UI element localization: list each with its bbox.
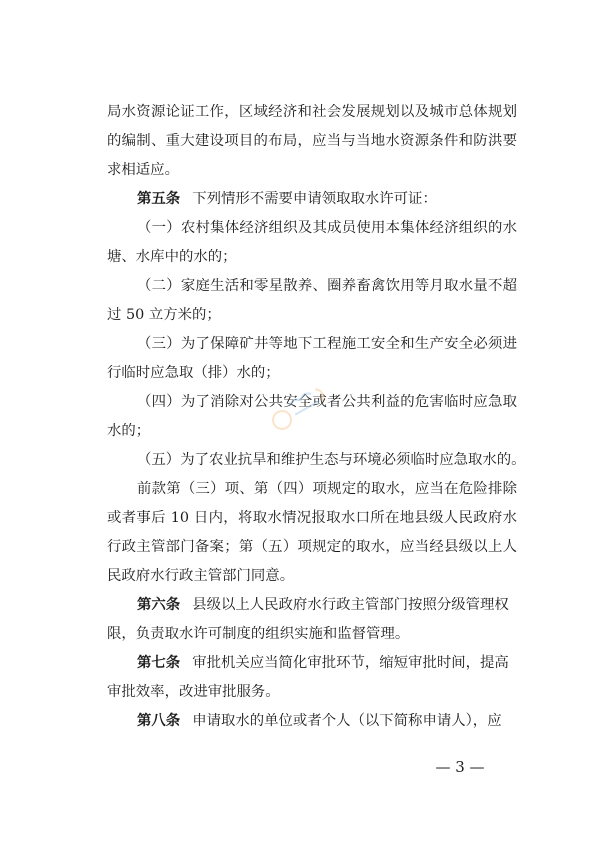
text-line: 或者事后 10 日内，将取水情况报取水口所在地县级人民政府水 <box>107 510 517 526</box>
item-text: 为了保障矿井等地下工程施工安全和生产安全必须进 <box>180 336 517 352</box>
text-line: 过 50 立方米的； <box>107 307 221 323</box>
text-line: 民政府水行政主管部门同意。 <box>107 568 295 584</box>
article-6 <box>137 594 517 616</box>
item-marker: （一） <box>137 220 181 236</box>
article-text: 县级以上人民政府水行政主管部门按照分级管理权 <box>192 597 509 613</box>
article-7 <box>137 652 517 674</box>
text-line: 前款第（三）项、第（四）项规定的取水，应当在危险排除 <box>137 481 517 497</box>
page-number: — 3 — <box>435 758 485 776</box>
article-label: 第七条 <box>137 655 181 671</box>
article-text: 审批机关应当简化审批环节，缩短审批时间，提高 <box>192 655 509 671</box>
article-text: 申请取水的单位或者个人（以下简称申请人），应 <box>192 713 502 729</box>
article-label: 第六条 <box>137 597 181 613</box>
article-8 <box>137 710 517 732</box>
text-line: 限，负责取水许可制度的组织实施和监督管理。 <box>107 626 410 642</box>
text-line: 塘、水库中的水的； <box>107 249 237 265</box>
article-5 <box>137 188 517 210</box>
item-text: 为了农业抗旱和维护生态与环境必须临时应急取水的。 <box>180 452 526 468</box>
list-item-1 <box>137 217 517 239</box>
text-line: 局水资源论证工作，区域经济和社会发展规划以及城市总体规划 <box>107 104 517 120</box>
text-line: 水的； <box>107 423 151 439</box>
item-text: 家庭生活和零星散养、圈养畜禽饮用等月取水量不超 <box>180 278 517 294</box>
list-item-2 <box>137 275 517 297</box>
item-marker: （三） <box>137 336 181 352</box>
text-line: 行临时应急取（排）水的； <box>107 365 280 381</box>
item-text: 农村集体经济组织及其成员使用本集体经济组织的水 <box>180 220 517 236</box>
item-marker: （五） <box>137 452 181 468</box>
text-line: 求相适应。 <box>107 162 179 178</box>
item-marker: （二） <box>137 278 181 294</box>
article-text: 下列情形不需要申请领取取水许可证： <box>192 191 437 207</box>
watermark-logo <box>255 375 345 435</box>
article-label: 第八条 <box>137 713 181 729</box>
text-line: 行政主管部门备案；第（五）项规定的取水，应当经县级以上人 <box>107 539 517 555</box>
list-item-5 <box>137 449 526 471</box>
item-text: 为了消除对公共安全或者公共利益的危害临时应急取 <box>180 394 517 410</box>
list-item-3 <box>137 333 517 355</box>
text-line: 的编制、重大建设项目的布局，应当与当地水资源条件和防洪要 <box>107 133 517 149</box>
text-line: 审批效率，改进审批服务。 <box>107 684 280 700</box>
item-marker: （四） <box>137 394 181 410</box>
article-label: 第五条 <box>137 191 181 207</box>
